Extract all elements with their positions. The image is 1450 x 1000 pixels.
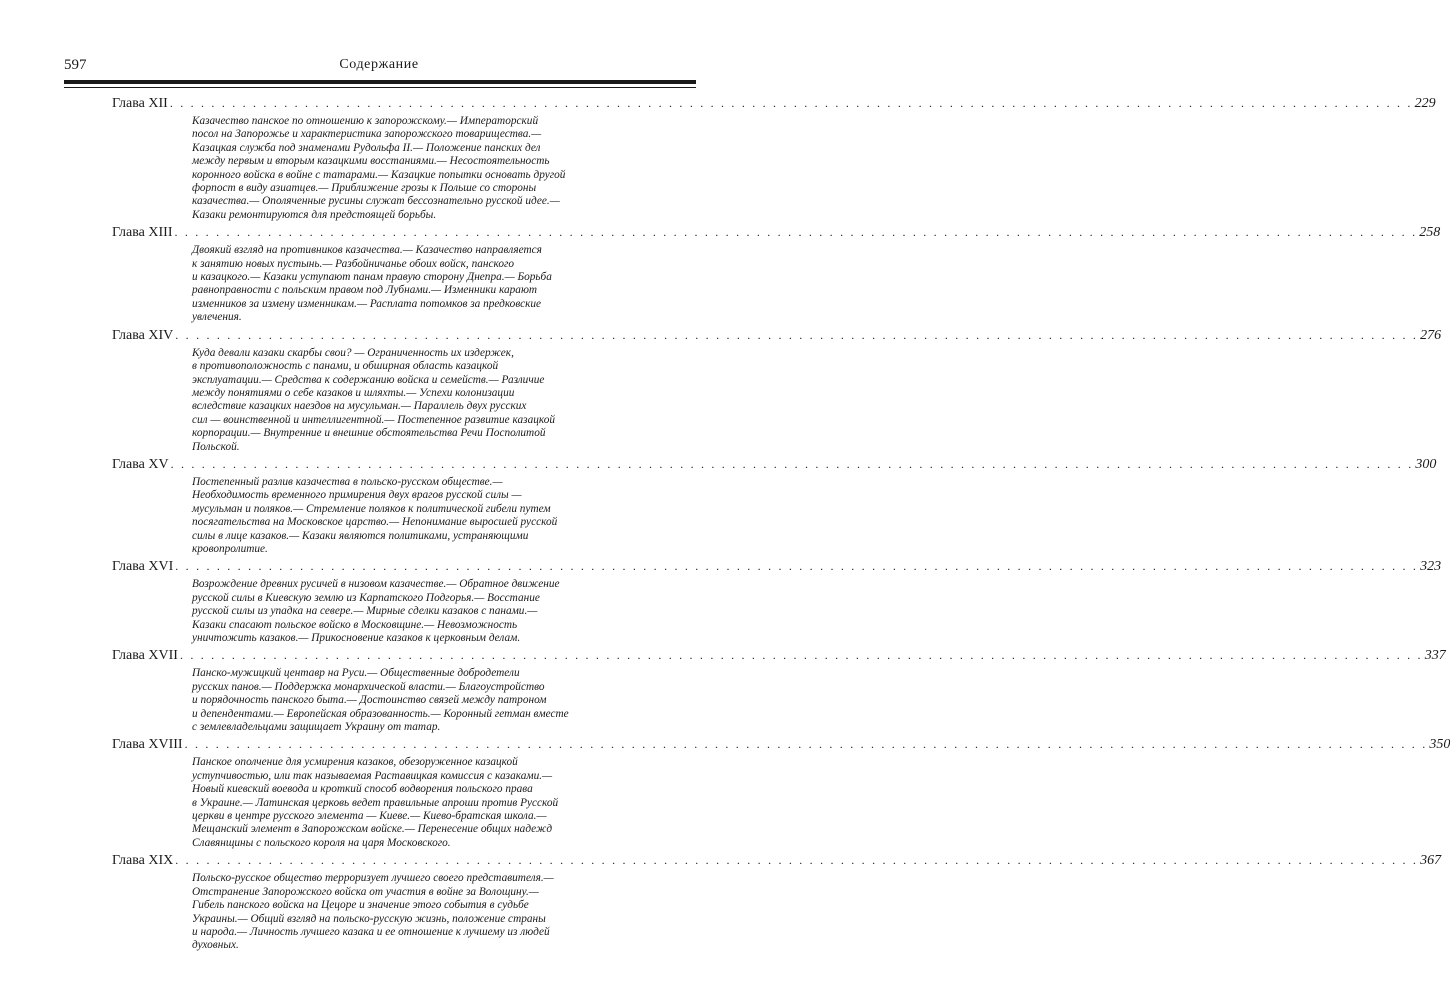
dot-leader: . . . . . . . . . . . . . . . . . . . . . . . . . . . . . . . . . . . . . . . . . . . . . . . . . . . . . . . . . . . . . . . . . . . . . . . . . . . . . . . . . . . . . . . . . . . . . . . . . . . . . . . . . . . . . . . . . . . . . . . . (184, 737, 1428, 752)
toc-entry-heading (112, 559, 1442, 578)
chapter-summary (192, 756, 607, 850)
chapter-summary (192, 115, 607, 222)
summary-line: Необходимость временного примирения двух врагов русской силы — (192, 489, 522, 502)
header-rule-thick (64, 80, 696, 84)
chapter-page-number: 300 (1415, 456, 1437, 472)
summary-line: Возрождение древних русичей в низовом казачестве.— Обратное движение (192, 578, 560, 591)
summary-line: Казаки спасают польское войско в Московщине.— Невозможность (192, 618, 518, 631)
summary-line: Казачество панское по отношению к запорожскому.— Императорский (192, 115, 539, 127)
summary-line: русских панов.— Поддержка монархической власти.— Благоустройство (192, 680, 545, 693)
summary-line: казачества.— Ополяченные русины служат бессознательно русской идее.— (192, 195, 560, 208)
toc-entry-heading (112, 225, 1441, 244)
chapter-page-number: 276 (1420, 327, 1442, 343)
summary-line: форпост в виду азиатцев.— Приближение грозы к Польше со стороны (192, 182, 537, 195)
summary-line: церкви в центре русского элемента — Киеве.— Киево-братская школа.— (192, 810, 547, 823)
summary-line: Гибель панского войска на Цецоре и значение этого события в судьбе (192, 899, 529, 912)
summary-line: в противоположность с панами, и обширная область казацкой (192, 360, 499, 373)
summary-line: Славянщины с польского короля на царя Московского. (192, 836, 451, 849)
summary-line: увлечения. (192, 311, 242, 324)
page-header (64, 57, 694, 77)
chapter-summary (192, 244, 607, 324)
chapter-page-number: 229 (1414, 96, 1436, 111)
summary-line: духовных. (192, 939, 239, 952)
toc-entry (112, 327, 1442, 454)
chapter-page-number: 337 (1424, 648, 1446, 664)
summary-line: Новый киевский воевода и кроткий способ водворения польского права (192, 783, 533, 796)
chapter-summary (192, 872, 607, 952)
chapter-label: Глава XV (112, 456, 169, 472)
toc-entry (112, 456, 1437, 556)
toc-entry-heading (112, 648, 1446, 667)
summary-line: изменников за измену изменникам.— Расплата потомков за предковские (192, 297, 542, 310)
summary-line: Польско-русское общество терроризует лучшего своего представителя.— (192, 872, 554, 885)
summary-line: посол на Запорожье и характеристика запорожского товарищества.— (192, 128, 542, 141)
chapter-summary (192, 667, 607, 734)
summary-line: равноправности с польским правом под Лубнами.— Изменники карают (192, 284, 538, 297)
toc-entry (112, 225, 1441, 324)
chapter-page-number: 350 (1429, 737, 1450, 753)
chapter-label: Глава XVIII (112, 737, 183, 753)
summary-line: русской силы в Киевскую землю из Карпатского Подгорья.— Восстание (192, 591, 540, 604)
toc-entry-heading (112, 327, 1442, 347)
chapter-label: Глава XIII (112, 225, 173, 241)
summary-line: силы в лице казаков.— Казаки являются политиками, устраняющими (192, 529, 529, 542)
toc-entry-heading (112, 96, 1436, 115)
summary-line: между понятиями о себе казаков и шляхты.— Успехи колонизации (192, 386, 515, 399)
summary-line: Отстранение Запорожского войска от участия в войне за Волощину.— (192, 885, 539, 898)
dot-leader: . . . . . . . . . . . . . . . . . . . . . . . . . . . . . . . . . . . . . . . . . . . . . . . . . . . . . . . . . . . . . . . . . . . . . . . . . . . . . . . . . . . . . . . . . . . . . . . . . . . . . . . . . . . . . . . . . . . . . . . . (175, 327, 1419, 342)
chapter-label: Глава XVII (112, 648, 178, 664)
toc-entry-heading (112, 737, 1450, 756)
summary-line: и казацкого.— Казаки уступают панам правую сторону Днепра.— Борьба (192, 271, 552, 284)
summary-line: Куда девали казаки скарбы свои? — Ограниченность их издержек, (192, 346, 514, 359)
chapter-summary (192, 347, 607, 454)
toc-entry (112, 737, 1450, 850)
chapter-page-number: 258 (1419, 225, 1441, 241)
summary-line: между первым и вторым казацкими восстаниями.— Несостоятельность (192, 155, 550, 168)
summary-line: русской силы из упадка на севере.— Мирные сделки казаков с панами.— (192, 605, 538, 618)
toc-entry (112, 853, 1442, 952)
summary-line: и депендентами.— Европейская образованность.— Коронный гетман вместе (192, 707, 569, 720)
chapter-summary (192, 578, 607, 645)
chapter-label: Глава XIV (112, 327, 174, 343)
summary-line: кровопролитие. (192, 542, 268, 555)
toc-entry (112, 96, 1436, 222)
summary-line: к занятию новых пустынь.— Разбойничанье обоих войск, панского (192, 257, 515, 270)
summary-line: Постепенный разлив казачества в польско-русском обществе.— (192, 475, 503, 488)
summary-line: уступчивостью, или так называемая Раставицкая комиссия с казаками.— (192, 769, 553, 782)
summary-line: Польской. (192, 440, 240, 453)
toc-entry-heading (112, 853, 1442, 872)
toc-entry (112, 559, 1442, 645)
summary-line: и народа.— Личность лучшего казака и ее отношение к лучшему из людей (192, 925, 550, 938)
summary-line: посягательства на Московское царство.— Непонимание выросшей русской (192, 516, 558, 529)
summary-line: вследствие казацких наездов на мусульман.— Параллель двух русских (192, 400, 527, 413)
header-rule-thin (64, 87, 696, 88)
summary-line: эксплуатации.— Средства к содержанию войска и семейств.— Различие (192, 373, 545, 386)
summary-line: Двоякий взгляд на противников казачества.— Казачество направляется (192, 244, 542, 257)
dot-leader: . . . . . . . . . . . . . . . . . . . . . . . . . . . . . . . . . . . . . . . . . . . . . . . . . . . . . . . . . . . . . . . . . . . . . . . . . . . . . . . . . . . . . . . . . . . . . . . . . . . . . . . . . . . . . . . . . . . . . . . . (175, 559, 1419, 574)
dot-leader: . . . . . . . . . . . . . . . . . . . . . . . . . . . . . . . . . . . . . . . . . . . . . . . . . . . . . . . . . . . . . . . . . . . . . . . . . . . . . . . . . . . . . . . . . . . . . . . . . . . . . . . . . . . . . . . . . . . . . . . . (179, 648, 1423, 663)
summary-line: коронного войска в войне с татарами.— Казацкие попытки основать другой (192, 168, 566, 181)
chapter-label: Глава XII (112, 96, 168, 111)
summary-line: уничтожить казаков.— Прикосновение казаков к церковным делам. (192, 632, 521, 644)
summary-line: Казацкая служба под знаменами Рудольфа II.— Положение панских дел (192, 141, 541, 154)
summary-line: Казаки ремонтируются для предстоящей борьбы. (192, 208, 437, 221)
toc-entry-heading (112, 456, 1437, 476)
summary-line: Панско-мужицкий центавр на Руси.— Общественные добродетели (192, 667, 520, 680)
dot-leader: . . . . . . . . . . . . . . . . . . . . . . . . . . . . . . . . . . . . . . . . . . . . . . . . . . . . . . . . . . . . . . . . . . . . . . . . . . . . . . . . . . . . . . . . . . . . . . . . . . . . . . . . . . . . . . . . . . . . . . . . (175, 853, 1419, 868)
chapter-page-number: 367 (1420, 853, 1442, 869)
chapter-label: Глава XVI (112, 559, 174, 575)
dot-leader: . . . . . . . . . . . . . . . . . . . . . . . . . . . . . . . . . . . . . . . . . . . . . . . . . . . . . . . . . . . . . . . . . . . . . . . . . . . . . . . . . . . . . . . . . . . . . . . . . . . . . . . . . . . . . . . . . . . . . . . . (169, 96, 1413, 110)
toc-entry (112, 648, 1446, 734)
summary-line: корпорации.— Внутренние и внешние обстоятельства Речи Посполитой (192, 427, 546, 440)
summary-line: Мещанский элемент в Запорожском войске.— Перенесение общих надежд (192, 823, 553, 836)
summary-line: в Украине.— Латинская церковь ведет правильные апроши против Русской (192, 796, 559, 809)
summary-line: с землевладельцами защищает Украину от татар. (192, 721, 441, 734)
running-title: Содержание (339, 57, 419, 72)
table-of-contents (112, 96, 1450, 956)
summary-line: мусульман и поляков.— Стремление поляков к политической гибели путем (192, 502, 551, 515)
summary-line: сил — воинственной и интеллигентной.— Постепенное развитие казацкой (192, 413, 556, 426)
chapter-page-number: 323 (1420, 559, 1442, 575)
dot-leader: . . . . . . . . . . . . . . . . . . . . . . . . . . . . . . . . . . . . . . . . . . . . . . . . . . . . . . . . . . . . . . . . . . . . . . . . . . . . . . . . . . . . . . . . . . . . . . . . . . . . . . . . . . . . . . . . . . . . . . . . (170, 456, 1414, 471)
page-number: 597 (64, 57, 87, 73)
summary-line: Панское ополчение для усмирения казаков, обезоруженное казацкой (192, 756, 518, 769)
chapter-label: Глава XIX (112, 853, 174, 869)
summary-line: Украины.— Общий взгляд на польско-русскую жизнь, положение страны (192, 912, 546, 925)
chapter-summary (192, 476, 607, 556)
summary-line: и порядочность панского быта.— Достоинство связей между патроном (192, 694, 547, 707)
dot-leader: . . . . . . . . . . . . . . . . . . . . . . . . . . . . . . . . . . . . . . . . . . . . . . . . . . . . . . . . . . . . . . . . . . . . . . . . . . . . . . . . . . . . . . . . . . . . . . . . . . . . . . . . . . . . . . . . . . . . . . . . (174, 225, 1418, 240)
